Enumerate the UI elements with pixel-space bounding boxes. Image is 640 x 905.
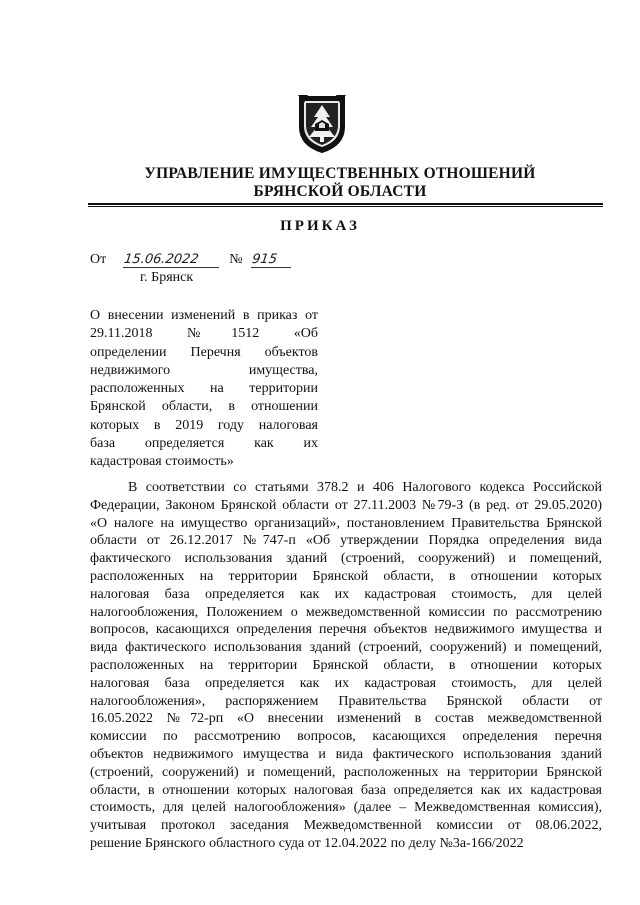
- body-line: комиссии по рассмотрению вопросов, касающихся определения перечня: [90, 729, 602, 745]
- subject-line: недвижимого имущества,: [90, 362, 318, 378]
- subject-line: которых в 2019 году налоговая: [90, 417, 318, 433]
- body-line: налогообложения», распоряжением Правительства Брянской области от: [90, 693, 602, 709]
- body-line: налоговая база определяется как их кадастровая стоимость, для целей: [90, 675, 602, 691]
- body-line: объектов недвижимого имущества и вида фактического использования зданий: [90, 746, 602, 762]
- body-line: В соответствии со статьями 378.2 и 406 Налогового кодекса Российской: [128, 480, 602, 495]
- header-rule: [88, 203, 603, 205]
- subject-line: Брянской области, в отношении: [90, 399, 318, 415]
- body-line: учитывая протокол заседания Межведомственной комиссии от 08.06.2022,: [90, 818, 602, 834]
- body-line: вопросов, касающихся определения перечня объектов недвижимого имущества и: [90, 622, 602, 638]
- body-line: налоговая база определяется как их кадастровая стоимость, для целей: [90, 586, 602, 602]
- date-number-line: [90, 252, 292, 268]
- coat-of-arms-icon: [296, 93, 348, 155]
- body-line: расположенных на территории Брянской области, в отношении которых: [90, 568, 602, 584]
- body-line: решение Брянского областного суда от 12.04.2022 по делу №3а-166/2022: [90, 835, 524, 851]
- order-subject: [90, 307, 318, 472]
- organization-name: УПРАВЛЕНИЕ ИМУЩЕСТВЕННЫХ ОТНОШЕНИЙ: [144, 165, 536, 182]
- body-line: области от 26.12.2017 №747-п «Об утверждении Порядка определения вида: [90, 533, 602, 549]
- from-label: От: [90, 252, 107, 267]
- handwritten-number: 915: [251, 253, 293, 268]
- body-line: (строений, сооружений) и помещений, расположенных на территории Брянской: [90, 764, 602, 780]
- body-line: фактического использования зданий (строений, сооружений) и помещений,: [90, 551, 602, 567]
- body-line: области, в отношении которых налоговая база определяется как их кадастровая: [90, 782, 602, 798]
- body-line: «О налоге на имущество организаций», постановлением Правительства Брянской: [90, 515, 602, 531]
- subject-line: база определяется как их: [90, 436, 318, 452]
- subject-line: определении Перечня объектов: [90, 344, 318, 360]
- body-line: расположенных на территории Брянской области, в отношении которых: [90, 657, 602, 673]
- subject-line: расположенных на территории: [90, 381, 318, 397]
- header-rule-thin: [88, 206, 603, 207]
- order-body: [90, 479, 602, 853]
- city-label: г. Брянск: [140, 270, 194, 285]
- handwritten-date: 15.06.2022: [123, 253, 221, 268]
- subject-line: О внесении изменений в приказ от: [90, 308, 318, 323]
- body-line: налогообложения, Положением о межведомственной комиссии по рассмотрению: [90, 604, 602, 620]
- body-line: 16.05.2022 №72-рп «О внесении изменений в состав межведомственной: [90, 711, 602, 727]
- subject-line: 29.11.2018 №1512 «Об: [90, 326, 318, 342]
- document-type-title: ПРИКАЗ: [280, 218, 360, 234]
- number-sign: №: [229, 252, 243, 267]
- body-line: Федерации, Законом Брянской области от 27.11.2003 №79-З (в ред. от 29.05.2020): [90, 497, 602, 513]
- subject-line: кадастровая стоимость»: [90, 454, 234, 470]
- body-line: вида фактического использования зданий (строений, сооружений) и помещений,: [90, 640, 602, 656]
- body-line: стоимость, для целей налогообложения» (далее – Межведомственная комиссия),: [90, 800, 602, 816]
- organization-region: БРЯНСКОЙ ОБЛАСТИ: [253, 183, 427, 200]
